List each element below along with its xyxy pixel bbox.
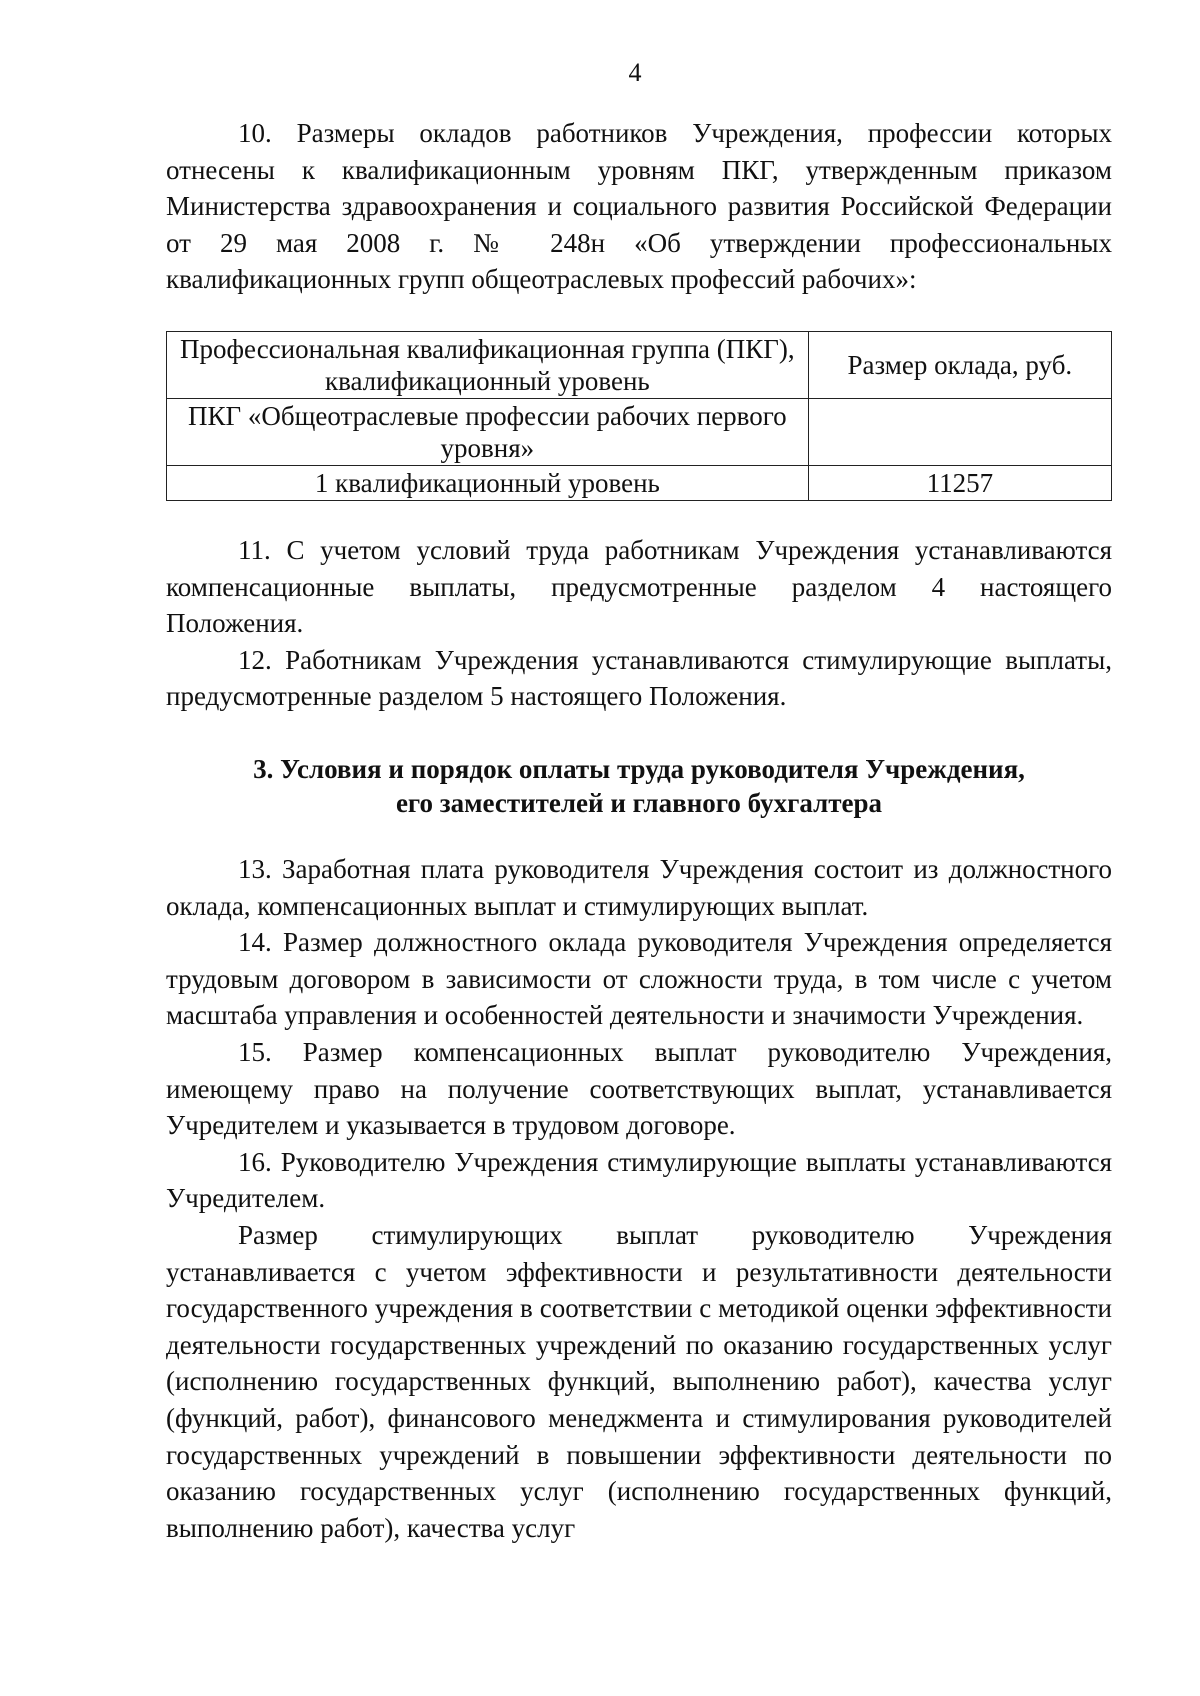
page-number: 4 [628,58,642,87]
paragraph-block-bottom [166,851,1112,1546]
section-heading-line1: 3. Условия и порядок оплаты труда руководителя Учреждения, [253,754,1025,784]
table-header-group: Профессиональная квалификационная группа (ПКГ), квалификационный уровень [167,332,809,399]
table-cell-group: ПКГ «Общеотраслевые профессии рабочих первого уровня» [167,399,809,466]
paragraph-block-top [166,115,1112,298]
paragraph-block-middle [166,532,1112,715]
table-cell-salary: 11257 [808,466,1111,501]
paragraph-10: 10. Размеры окладов работников Учреждения, профессии которых отнесены к квалификационным уровням ПКГ, утвержденным приказом Министерства здравоохранения и социального развития Российской Федерации от 29 мая 2008 г. № 248н «Об утверждении профессиональных квалификационных групп общеотраслевых профессий рабочих»: [166,118,1112,295]
paragraph-13: 13. Заработная плата руководителя Учреждения состоит из должностного оклада, компенсационных выплат и стимулирующих выплат. [166,854,1112,921]
table-row [167,466,1112,501]
paragraph-16-continued: Размер стимулирующих выплат руководителю Учреждения устанавливается с учетом эффективности и результативности деятельности государственного учреждения в соответствии с методикой оценки эффективности деятельности государственных учреждений по оказанию государственных услуг (исполнению государственных функций, выполнению работ), качества услуг (функций, работ), финансового менеджмента и стимулирования руководителей государственных учреждений в повышении эффективности деятельности по оказанию государственных услуг (исполнению государственных функций, выполнению работ), качества услуг [166,1219,1112,1543]
table-row [167,399,1112,466]
paragraph-16: 16. Руководителю Учреждения стимулирующие выплаты устанавливаются Учредителем. [166,1146,1112,1214]
salary-table [166,331,1112,501]
paragraph-12: 12. Работникам Учреждения устанавливаются стимулирующие выплаты, предусмотренные разделом 5 настоящего Положения. [166,644,1112,712]
section-heading-line2: его заместителей и главного бухгалтера [395,788,883,818]
paragraph-14: 14. Размер должностного оклада руководителя Учреждения определяется трудовым договором в зависимости от сложности труда, в том числе с учетом масштаба управления и особенностей деятельности и значимости Учреждения. [166,927,1112,1031]
paragraph-15: 15. Размер компенсационных выплат руководителю Учреждения, имеющему право на получение соответствующих выплат, устанавливается Учредителем и указывается в трудовом договоре. [166,1036,1112,1141]
table-header-row [167,332,1112,399]
section-heading [166,752,1112,820]
paragraph-11: 11. С учетом условий труда работникам Учреждения устанавливаются компенсационные выплаты, предусмотренные разделом 4 настоящего Положения. [166,535,1112,639]
table-header-salary: Размер оклада, руб. [808,332,1111,399]
table-cell-salary [808,399,1111,466]
table-cell-group: 1 квалификационный уровень [167,466,809,501]
